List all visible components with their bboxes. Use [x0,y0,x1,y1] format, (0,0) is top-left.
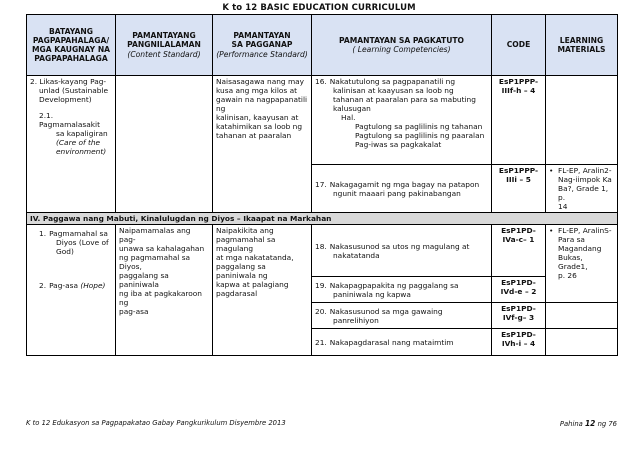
competency-20: 20. Nakasusunod sa mga gawaing panrelihiyon [312,303,492,329]
header-learning-materials: LEARNING MATERIALS [546,15,618,76]
header-code: CODE [492,15,546,76]
materials-16 [546,76,618,165]
competency-21: 21. Nakapagdarasal nang mataimtim [312,329,492,356]
header-content-standard: PAMANTAYANG PANGNILALAMAN (Content Standard) [116,15,213,76]
header-performance-standard: PAMANTAYAN SA PAGGANAP (Performance Standard) [213,15,312,76]
header-batayang: BATAYANG PAGPAPAHALAGA/ MGA KAUGNAY NA PAGPAPAHALAGA [27,15,116,76]
performance-standard-cell: Naisasagawa nang may kusa ang mga kilos at gawain na nagpapanatili ng kalinisan, kaayusan at katahimikan sa loob ng tahanan at paaralan [213,76,312,213]
materials-21 [546,329,618,356]
materials-18: • FL-EP, AralinS- Para sa Magandang Bukas, Grade1, p. 26 [546,225,618,303]
code-18: EsP1PD- IVa-c– 1 [492,225,546,277]
code-19: EsP1PD- IVd-e – 2 [492,277,546,303]
code-21: EsP1PD- IVh-i – 4 [492,329,546,356]
table-header-row [27,15,618,76]
page-number: Pahina 12 ng 76 [559,419,617,428]
materials-20 [546,303,618,329]
materials-17: • FL-EP, Aralin2- Nag-iimpok Ka Ba?, Grade 1, p. 14 [546,165,618,213]
code-17: EsP1PPP- IIIi – 5 [492,165,546,213]
competency-18: 18. Nakasusunod sa utos ng magulang at nakatatanda [312,225,492,277]
competency-17: 17. Nakagagamit ng mga bagay na patapon ngunit maaari pang pakinabangan [312,165,492,213]
value-cell: 1. Pagmamahal sa Diyos (Love of God) 2. Pag-asa (Hope) [27,225,116,356]
table-row [27,76,618,165]
performance-standard-cell: Naipakikita ang pagmamahal sa magulang at mga nakatatanda, paggalang sa paniniwala ng kapwa at palagiang pagdarasal [213,225,312,356]
code-20: EsP1PD- IVf-g– 3 [492,303,546,329]
section-row [27,213,618,225]
footer-doc-name: K to 12 Edukasyon sa Pagpapakatao Gabay Pangkurikulum Disyembre 2013 [26,419,286,427]
curriculum-table [26,14,618,356]
competency-16: 16. Nakatutulong sa pagpapanatili ng kalinisan at kaayusan sa loob ng tahanan at paaralan para sa mabuting kalusugan Hal. Pagtulong sa paglilinis ng tahanan Pagtulong sa paglilinis ng paaralan Pag-iwas sa pagkakalat [312,76,492,165]
content-standard-cell [116,76,213,213]
document-title: K to 12 BASIC EDUCATION CURRICULUM [222,3,416,13]
table-row [27,225,618,277]
competency-19: 19. Nakapagpapakita ng paggalang sa paniniwala ng kapwa [312,277,492,303]
content-standard-cell: Naipamamalas ang pag- unawa sa kahalagahan ng pagmamahal sa Diyos, paggalang sa paniniwala ng iba at pagkakaroon ng pag-asa [116,225,213,356]
section-heading: IV. Paggawa nang Mabuti, Kinalulugdan ng Diyos – Ikaapat na Markahan [27,213,618,225]
value-cell: 2. Likas-kayang Pag- unlad (Sustainable Development) 2.1. Pagmamalasakit sa kapaligiran (Care of the environment) [27,76,116,213]
header-learning-competencies: PAMANTAYAN SA PAGKATUTO ( Learning Competencies) [312,15,492,76]
page-footer [26,419,617,428]
code-16: EsP1PPP- IIIf-h – 4 [492,76,546,165]
